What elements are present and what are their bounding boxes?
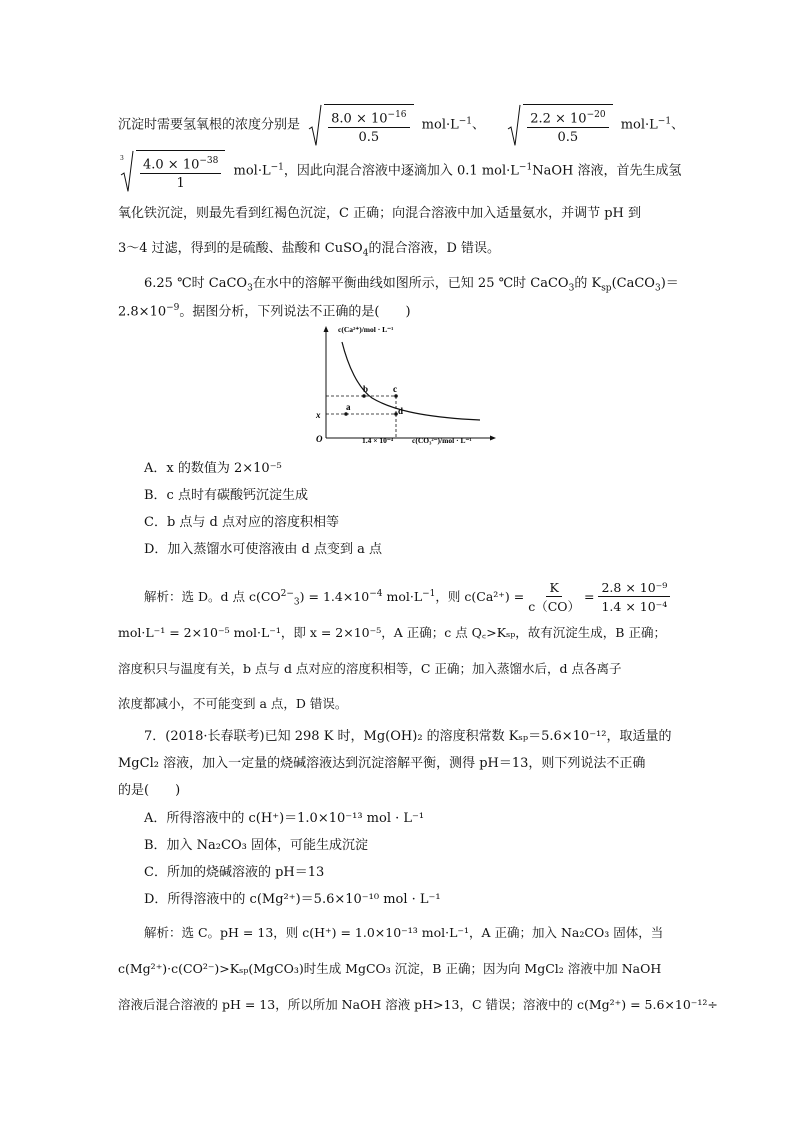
q6-answer-line2: mol·L⁻¹ = 2×10⁻⁵ mol·L⁻¹，即 x = 2×10⁻⁵，A 正确；c 点 Q꜀>Kₛₚ，故有沉淀生成，B 正确； — [118, 625, 666, 640]
sqrt-expression-2: $\frac{2.2 \times 10^{-20}}{0.5}$ — [507, 104, 612, 146]
label-a: a — [346, 402, 351, 412]
q7-answer-line1: 解析：选 C。pH = 13，则 c(H⁺) = 1.0×10⁻¹³ mol·L⁻¹，A 正确；加入 Na₂CO₃ 固体，当 — [144, 925, 664, 940]
q6-option-b: B．c 点时有碳酸钙沉淀生成 — [144, 488, 308, 503]
q6-stem-line2: $2.8\times 10^{-9}$。据图分析，下列说法不正确的是( ) — [118, 303, 411, 320]
q6-answer-line3: 溶度积只与温度有关，b 点与 d 点对应的溶度积相等，C 正确；加入蒸馏水后，d 点各离子 — [118, 661, 622, 676]
q7-option-b: B．加入 Na₂CO₃ 固体，可能生成沉淀 — [144, 838, 368, 853]
q7-stem-line2: MgCl₂ 溶液，加入一定量的烧碱溶液达到沉淀溶解平衡，测得 pH＝13，则下列说法不正确 — [118, 756, 646, 771]
q6-answer-line4: 浓度都减小，不可能变到 a 点，D 错误。 — [118, 696, 348, 711]
label-b: b — [363, 384, 369, 394]
sqrt-expression-1: $\frac{8.0 \times 10^{-16}}{0.5}$ — [308, 104, 413, 146]
q6-stem-line1: 6.25 ℃时 CaCO$_3$在水中的溶解平衡曲线如图所示，已知 25 ℃时 CaCO$_3$的 $K_{sp}(CaCO_3)=$ — [144, 276, 679, 294]
point-c — [394, 394, 398, 398]
q7-stem-line3: 的是( ) — [118, 783, 181, 798]
label-d: d — [398, 406, 404, 416]
point-b — [362, 394, 366, 398]
answer-fraction-1: $\frac{K}{c(CO)}$ — [528, 580, 581, 614]
para1-line2: 3 $\frac{4.0 \times 10^{-38}}{1}$ $mol\cdot L^{-1}$，因此向混合溶液中逐滴加入 0.1 $mol\cdot L^{-1}NaOH$ 溶液，首先生成氢 — [116, 150, 681, 192]
solubility-curve-graph — [312, 322, 502, 446]
x-axis-label: c(CO₃²⁻)/mol · L⁻¹ — [412, 436, 472, 445]
q7-option-c: C．所加的烧碱溶液的 pH＝13 — [144, 865, 325, 880]
cbrt-expression: 3 $\frac{4.0 \times 10^{-38}}{1}$ — [120, 150, 225, 192]
q6-answer-line1: 解析：选 D。d 点 $c(CO^{2-}_3) = 1.4\times 10^{-4}$ $mol\cdot L^{-1}$，则 c(Ca²⁺) = $\frac{K}{c(CO)}$ = $\frac{\text{2.8 × 10⁻⁹}}{\text{1.4 × 10⁻⁴}}$ — [144, 580, 670, 615]
xtick: 1.4 × 10⁻⁴ — [362, 436, 394, 445]
q7-option-d: D．所得溶液中的 c(Mg²⁺)＝5.6×10⁻¹⁰ mol · L⁻¹ — [144, 892, 441, 907]
answer-fraction-2: $\frac{\text{2.8 × 10⁻⁹}}{\text{1.4 × 10⁻⁴}}$ — [598, 580, 670, 615]
para1-line3: 氧化铁沉淀，则最先看到红褐色沉淀，C 正确；向混合溶液中加入适量氨水，并调节 pH 到 — [118, 206, 642, 221]
q7-stem-line1: 7．(2018·长春联考)已知 298 K 时，Mg(OH)₂ 的溶度积常数 Kₛₚ＝5.6×10⁻¹²，取适量的 — [144, 729, 672, 744]
para1-line4: 3～4 过滤，得到的是硫酸、盐酸和 CuSO$_4$的混合溶液，D 错误。 — [118, 241, 500, 259]
q7-answer-line2: c(Mg²⁺)·c(CO²⁻)>Kₛₚ(MgCO₃)时生成 MgCO₃ 沉淀，B 正确；因为向 MgCl₂ 溶液中加 NaOH — [118, 961, 662, 976]
y-axis-label: c(Ca²⁺)/mol · L⁻¹ — [338, 325, 394, 334]
point-a — [344, 412, 348, 416]
q6-option-a: A．x 的数值为 2×10⁻⁵ — [144, 461, 282, 476]
q7-answer-line3: 溶液后混合溶液的 pH = 13，所以所加 NaOH 溶液 pH>13，C 错误；溶液中的 c(Mg²⁺) = 5.6×10⁻¹²÷ — [118, 997, 718, 1012]
q6-option-c: C．b 点与 d 点对应的溶度积相等 — [144, 515, 339, 530]
q6-option-d: D．加入蒸馏水可使溶液由 d 点变到 a 点 — [144, 542, 383, 557]
text: 沉淀时需要氢氧根的浓度分别是 — [118, 117, 301, 133]
label-c: c — [393, 384, 397, 394]
ytick-x: x — [316, 410, 321, 420]
origin: O — [316, 434, 323, 444]
q7-option-a: A．所得溶液中的 c(H⁺)＝1.0×10⁻¹³ mol · L⁻¹ — [144, 811, 425, 826]
para1-line1: 沉淀时需要氢氧根的浓度分别是 $\frac{8.0 \times 10^{-16}}{0.5}$ $mol\cdot L^{-1}$、 $\frac{2.2 \times 10^{-20}}{0.5}$ $mol\cdot L^{-1}$、 — [118, 104, 684, 146]
